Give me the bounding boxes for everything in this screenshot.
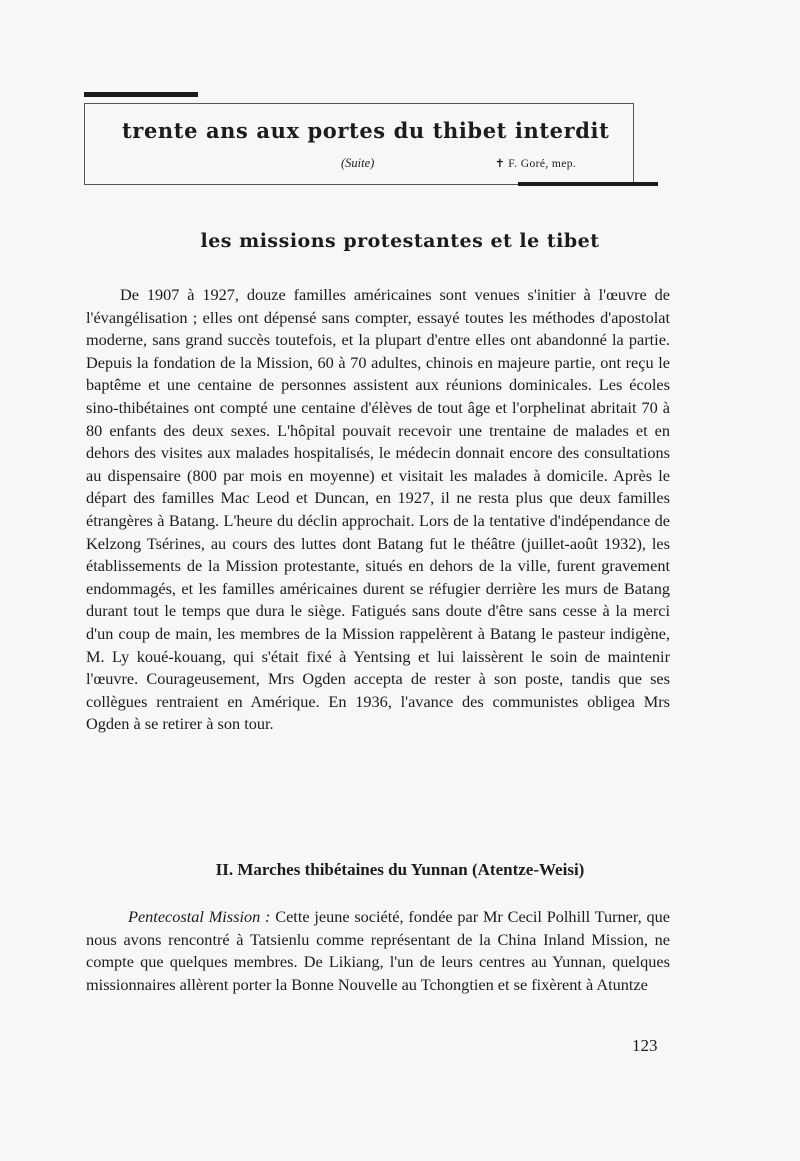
subsection-heading: II. Marches thibétaines du Yunnan (Atentze-Weisi) [215, 860, 585, 879]
suite-label: (Suite) [341, 156, 375, 170]
body-paragraph-1: De 1907 à 1927, douze familles américaines sont venues s'initier à l'œuvre de l'évangélisation ; elles ont dépensé sans compter, essayé toutes les méthodes d'apostolat moderne, sans grand succès toutefois, et la plupart d'entre elles ont abandonné la partie. Depuis la fondation de la Mission, 60 à 70 adultes, chinois en majeure partie, ont reçu le baptême et une centaine de personnes assistent aux réunions dominicales. Les écoles sino-thibétaines ont compté une centaine d'élèves de tout âge et l'orphelinat abritait 70 à 80 enfants des deux sexes. L'hôpital pouvait recevoir une trentaine de malades et en dehors des visites aux malades hospitalisés, le médecin donnait encore des consultations au dispensaire (800 par mois en moyenne) et visitait les malades à domicile. Après le départ des familles Mac Leod et Duncan, en 1927, il ne resta plus que deux familles étrangères à Batang. L'heure du déclin approchait. Lors de la tentative d'indépendance de Kelzong Tsérines, au cours des luttes dont Batang fut le théâtre (juillet-août 1932), les établissements de la Mission protestante, situés en dehors de la ville, furent gravement endommagés, et les familles américaines durent se réfugier derrière les murs de Batang durant tout le temps que dura le siège. Fatigués sans doute d'être sans cesse à la merci d'un coup de main, les membres de la Mission rappelèrent à Batang le pasteur indigène, M. Ly koué-kouang, qui s'était fixé à Yentsing et lui laissèrent le soin de maintenir l'œuvre. Courageusement, Mrs Ogden accepta de rester à son poste, tandis que ses collègues rentraient en Amérique. En 1936, l'avance des communistes obligea Mrs Ogden à se retirer à son tour. [86, 285, 670, 734]
body-paragraph-2 [86, 906, 670, 996]
author-byline: ✝ F. Goré, mep. [495, 158, 577, 170]
page-number: 123 [632, 1036, 658, 1055]
article-title: trente ans aux portes du thibet interdit [122, 118, 610, 143]
header-title-box [84, 103, 634, 185]
paragraph-lead-italic: Pentecostal Mission : [128, 907, 271, 926]
section-title: les missions protestantes et le tibet [200, 230, 600, 252]
paragraph-2-text: Cette jeune société, fondée par Mr Cecil Polhill Turner, que nous avons rencontré à Tatsienlu comme représentant de la China Inland Mission, ne compte que quelques membres. De Likiang, l'un de leurs centres au Yunnan, quelques missionnaires allèrent porter la Bonne Nouvelle au Tchongtien et se fixèrent à Atuntze [86, 907, 670, 994]
header-rule-bottom [518, 182, 658, 186]
header-rule-top [84, 92, 198, 97]
